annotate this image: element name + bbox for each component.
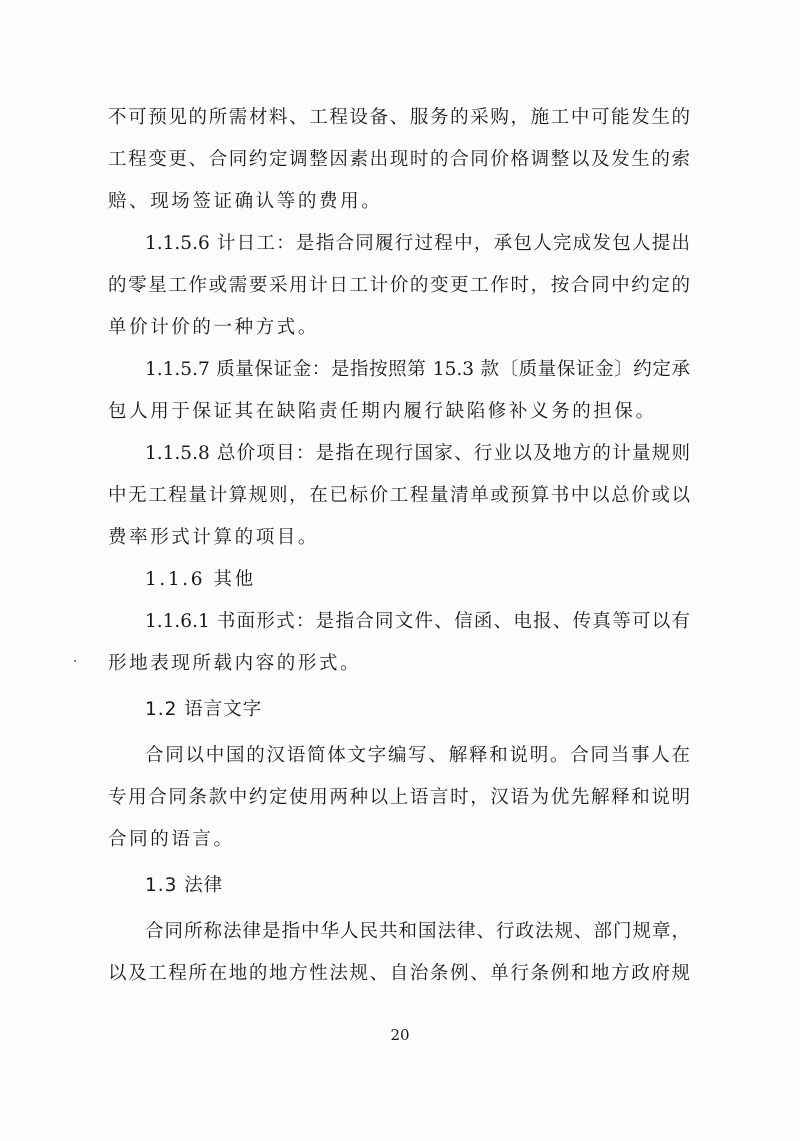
page-number: 20 [390, 1026, 410, 1044]
text-line: 合同的语言。 [108, 829, 235, 850]
text-line: 专用合同条款中约定使用两种以上语言时，汉语为优先解释和说明 [108, 787, 690, 808]
section-1-3-heading: 1.3 法律 [145, 875, 224, 896]
text-line: 包人用于保证其在缺陷责任期内履行缺陷修补义务的担保。 [108, 401, 657, 422]
text-line: 合同所称法律是指中华人民共和国法律、行政法规、部门规章， [145, 921, 690, 942]
text-line: 费率形式计算的项目。 [108, 527, 320, 548]
text-line: 工程变更、合同约定调整因素出现时的合同价格调整以及发生的索 [108, 149, 690, 170]
text-line: 以及工程所在地的地方性法规、自治条例、单行条例和地方政府规 [108, 963, 690, 984]
text-line: 合同以中国的汉语简体文字编写、解释和说明。合同当事人在 [145, 745, 690, 766]
clause-1-1-5-6: 1.1.5.6 计日工：是指合同履行过程中，承包人完成发包人提出 [145, 233, 690, 254]
text-line: 不可预见的所需材料、工程设备、服务的采购，施工中可能发生的 [108, 107, 690, 128]
section-1-1-6-heading: 1.1.6 其他 [145, 569, 256, 590]
text-line: 赔、现场签证确认等的费用。 [108, 191, 383, 212]
section-1-2-heading: 1.2 语言文字 [145, 699, 263, 720]
clause-1-1-6-1: 1.1.6.1 书面形式：是指合同文件、信函、电报、传真等可以有 [145, 611, 690, 632]
clause-1-1-5-7: 1.1.5.7 质量保证金：是指按照第 15.3 款〔质量保证金〕约定承 [145, 359, 690, 380]
text-line: 单价计价的一种方式。 [108, 317, 320, 338]
scan-speck [74, 660, 76, 662]
text-line: 形地表现所载内容的形式。 [108, 653, 362, 674]
text-line: 中无工程量计算规则，在已标价工程量清单或预算书中以总价或以 [108, 485, 690, 506]
text-line: 的零星工作或需要采用计日工计价的变更工作时，按合同中约定的 [108, 275, 690, 296]
clause-1-1-5-8: 1.1.5.8 总价项目：是指在现行国家、行业以及地方的计量规则 [145, 443, 690, 464]
